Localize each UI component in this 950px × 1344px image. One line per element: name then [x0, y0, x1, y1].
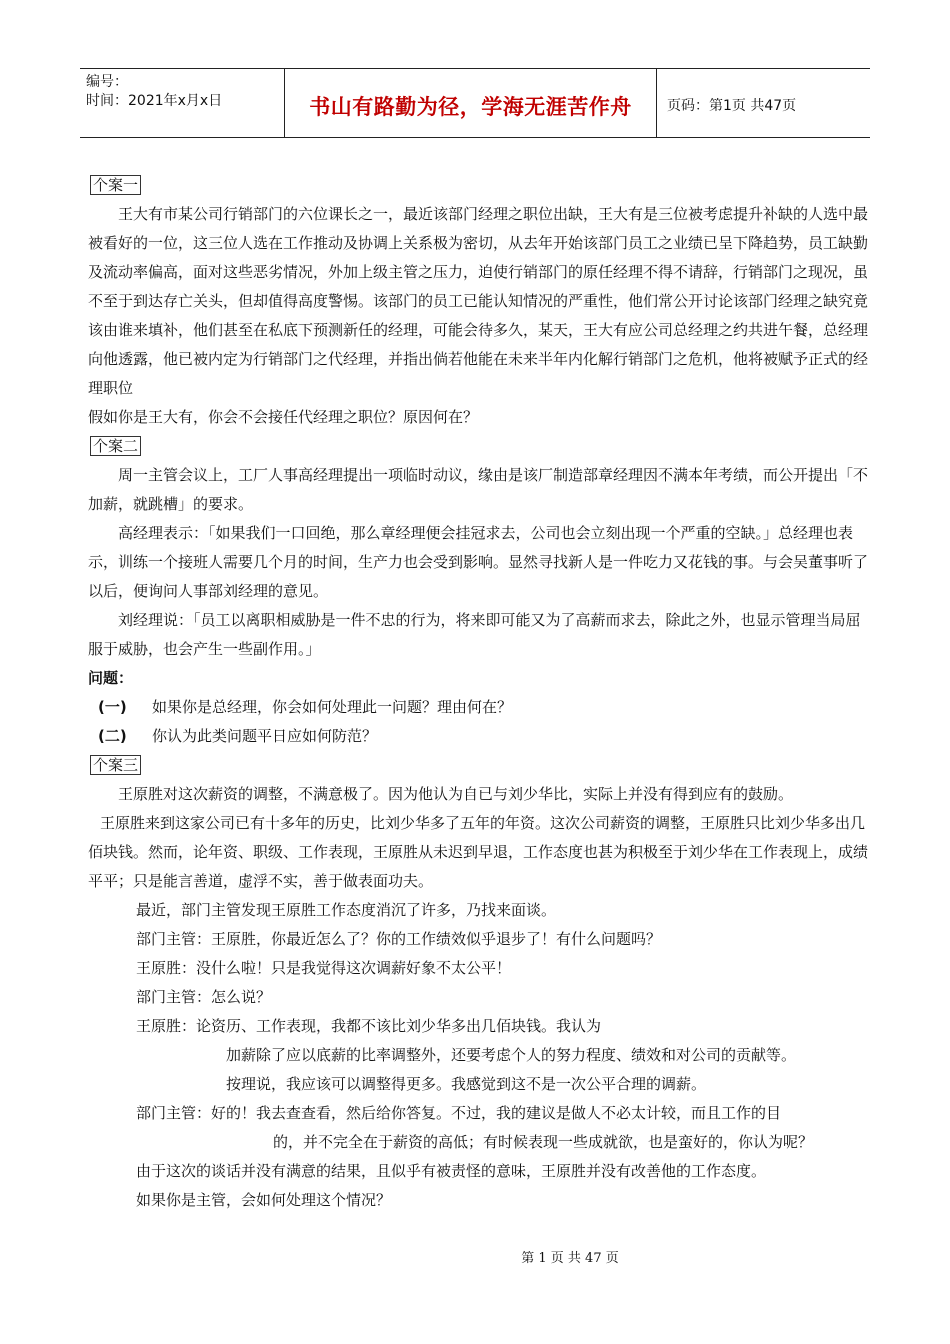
- dialogue-line-4c: 按理说，我应该可以调整得更多。我感觉到这不是一次公平合理的调薪。: [226, 1075, 707, 1093]
- case-2-paragraph-1: 周一主管会议上，工厂人事高经理提出一项临时动议，缘由是该厂制造部章经理因不满本年考绩，而公开提出「不加薪，就跳槽」的要求。: [88, 466, 869, 513]
- case-3-title: 个案三: [90, 755, 141, 775]
- case-3-section: [88, 751, 873, 1215]
- case-2-section: [88, 432, 873, 751]
- question-1-number: (一): [98, 698, 127, 716]
- dialogue-line-5b: 的，并不完全在于薪资的高低；有时候表现一些成就欲，也是蛮好的，你认为呢？: [273, 1133, 814, 1151]
- case-3-question: 如果你是主管，会如何处理这个情况？: [136, 1191, 392, 1209]
- question-2: [88, 722, 873, 751]
- page-footer: 第 1 页 共 47 页: [521, 1251, 619, 1266]
- dialogue-line-2: 王原胜：没什么啦！只是我觉得这次调薪好象不太公平！: [136, 959, 512, 977]
- case-3-paragraph-1: 王原胜对这次薪资的调整，不满意极了。因为他认为自已与刘少华比，实际上并没有得到应有的鼓励。: [118, 785, 794, 803]
- case-3-paragraph-4: 由于这次的谈话并没有满意的结果，且似乎有被责怪的意味，王原胜并没有改善他的工作态度。: [136, 1162, 767, 1180]
- questions-label: 问题：: [88, 669, 134, 687]
- header-motto: 书山有路勤为径，学海无涯苦作舟: [285, 69, 657, 137]
- dialogue-line-5a: 部门主管：好的！我去查查看，然后给你答复。不过，我的建议是做人不必太计较，而且工作的目: [136, 1104, 782, 1122]
- case-1-question: 假如你是王大有，你会不会接任代经理之职位？原因何在？: [88, 408, 479, 426]
- question-2-number: (二): [98, 727, 127, 745]
- document-time-label: 时间：2021年x月x日: [86, 93, 223, 109]
- case-2-paragraph-2: 高经理表示：「如果我们一口回绝，那么章经理便会挂冠求去，公司也会立刻出现一个严重的空缺。」总经理也表示，训练一个接班人需要几个月的时间，生产力也会受到影响。显然寻找新人是一件吃力又花钱的事。与会吴董事听了以后，便询问人事部刘经理的意见。: [88, 524, 869, 600]
- document-body: [88, 171, 873, 1215]
- case-2-paragraph-3: 刘经理说：「员工以离职相威胁是一件不忠的行为，将来即可能又为了高薪而求去，除此之外，也显示管理当局屈服于威胁，也会产生一些副作用。」: [88, 611, 861, 658]
- case-2-title: 个案二: [90, 436, 141, 456]
- case-1-paragraph: 王大有市某公司行销部门的六位课长之一，最近该部门经理之职位出缺，王大有是三位被考虑提升补缺的人选中最被看好的一位，这三位人选在工作推动及协调上关系极为密切，从去年开始该部门员工之业绩已呈下降趋势，员工缺勤及流动率偏高，面对这些恶劣情况，外加上级主管之压力，迫使行销部门的原任经理不得不请辞，行销部门之现况，虽不至于到达存亡关头，但却值得高度警惕。该部门的员工已能认知情况的严重性，他们常公开讨论该部门经理之缺究竟该由谁来填补，他们甚至在私底下预测新任的经理，可能会待多久，某天，王大有应公司总经理之约共进午餐，总经理向他透露，他已被内定为行销部门之代经理，并指出倘若他能在未来半年内化解行销部门之危机，他将被赋予正式的经理职位: [88, 205, 869, 397]
- header-page-info: 页码：第1页 共47页: [667, 98, 797, 114]
- case-1-title: 个案一: [90, 175, 141, 195]
- document-number-label: 编号：: [86, 74, 128, 90]
- question-1: [88, 693, 873, 722]
- dialogue-line-3: 部门主管：怎么说？: [136, 988, 272, 1006]
- dialogue-line-1: 部门主管：王原胜，你最近怎么了？你的工作绩效似乎退步了！有什么问题吗？: [136, 930, 662, 948]
- header-meta: [80, 69, 285, 137]
- case-3-paragraph-3: 最近，部门主管发现王原胜工作态度消沉了许多，乃找来面谈。: [136, 901, 557, 919]
- case-1-section: [88, 171, 873, 432]
- question-1-text: 如果你是总经理，你会如何处理此一问题？理由何在？: [152, 698, 513, 716]
- page-header: [80, 68, 870, 138]
- dialogue-line-4b: 加薪除了应以底薪的比率调整外，还要考虑个人的努力程度、绩效和对公司的贡献等。: [226, 1046, 797, 1064]
- dialogue-line-4a: 王原胜：论资历、工作表现，我都不该比刘少华多出几佰块钱。我认为: [136, 1017, 602, 1035]
- case-3-paragraph-2: 王原胜来到这家公司已有十多年的历史，比刘少华多了五年的年资。这次公司薪资的调整，王原胜只比刘少华多出几佰块钱。然而，论年资、职级、工作表现，王原胜从未迟到早退，工作态度也甚为积极至于刘少华在工作表现上，成绩平平；只是能言善道，虚浮不实，善于做表面功夫。: [88, 814, 869, 890]
- question-2-text: 你认为此类问题平日应如何防范？: [152, 727, 378, 745]
